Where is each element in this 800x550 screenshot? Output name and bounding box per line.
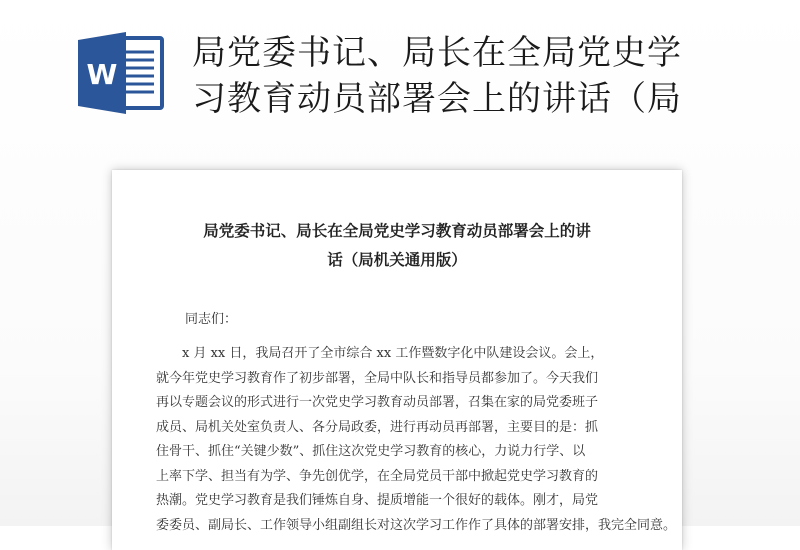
paragraph-line: 热潮。党史学习教育是我们锤炼自身、提质增能一个很好的载体。刚才，局党 <box>156 493 599 508</box>
paragraph-line: 委委员、副局长、工作领导小组副组长对这次学习工作作了具体的部署安排，我完全同意。 <box>156 517 677 533</box>
word-document-icon <box>74 30 166 116</box>
paragraph-line: 就今年党史学习教育作了初步部署，全局中队长和指导员都参加了。今天我们 <box>156 370 599 386</box>
word-icon-letter: W <box>86 58 118 91</box>
paragraph-line: 再以专题会议的形式进行一次党史学习教育动员部署，召集在家的局党委班子 <box>156 395 599 410</box>
header-title-line-2: 习教育动员部署会上的讲话（局 <box>192 79 682 119</box>
paragraph-line: 住骨干、抓住“关键少数”、抓住这次党史学习教育的核心，力说力行学、以 <box>156 444 586 459</box>
header-title <box>192 30 792 122</box>
paragraph-line: 成员、局机关处室负责人、各分局政委，进行再动员再部署，主要目的是：抓 <box>156 419 599 435</box>
header-banner <box>0 0 800 150</box>
header-title-line-1: 局党委书记、局长在全局党史学 <box>192 33 682 73</box>
salutation: 同志们： <box>185 312 238 327</box>
document-title-line-2: 话（局机关通用版） <box>327 250 467 269</box>
body-paragraph <box>156 342 677 538</box>
document-title-line-1: 局党委书记、局长在全局党史学习教育动员部署会上的讲 <box>203 221 591 240</box>
paragraph-line: x 月 xx 日，我局召开了全市综合 xx 工作暨数字化中队建设会议。会上， <box>182 346 604 361</box>
document-page-preview <box>112 170 682 550</box>
document-title <box>152 216 642 274</box>
paragraph-line: 上率下学、担当有为学、争先创优学，在全局党员干部中掀起党史学习教育的 <box>156 468 599 484</box>
